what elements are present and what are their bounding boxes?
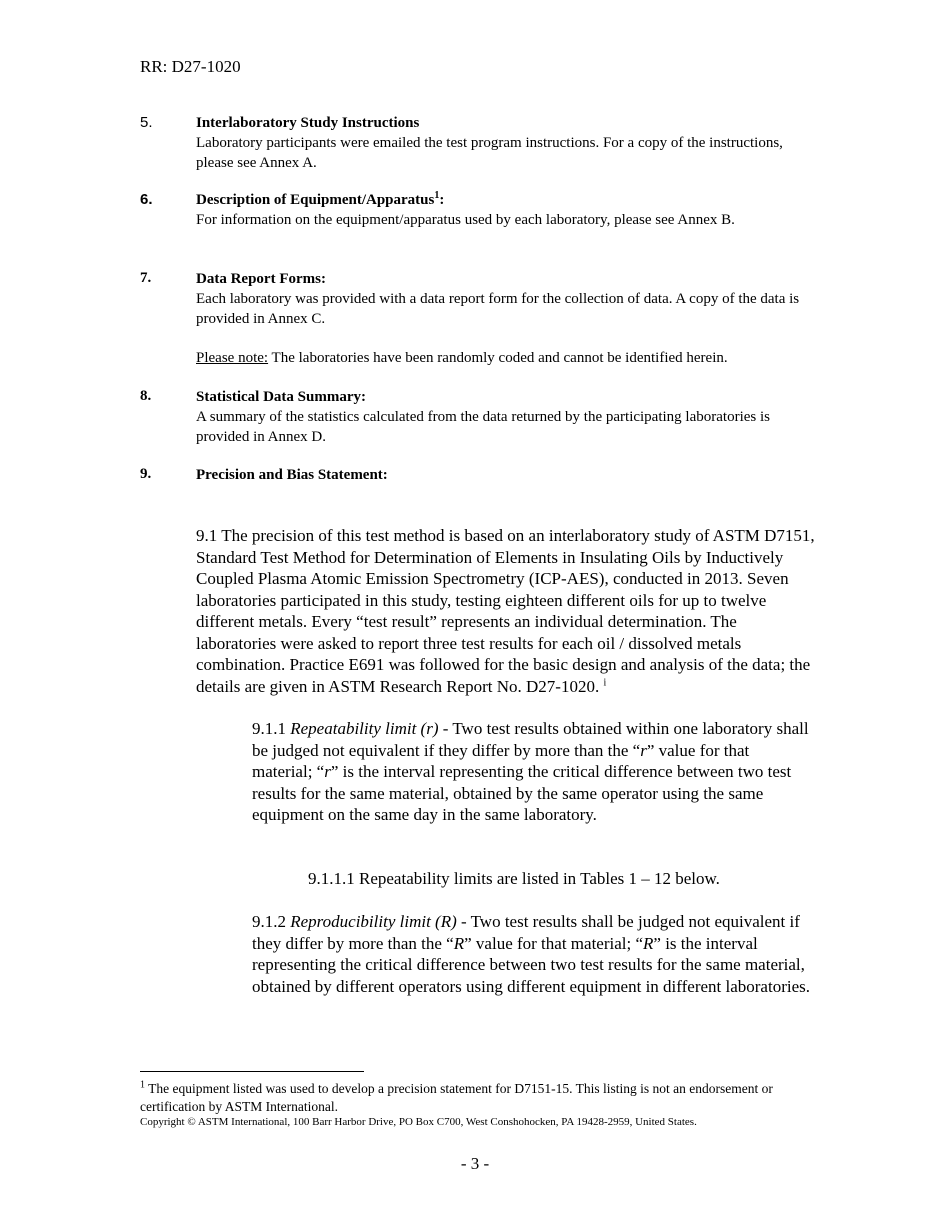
paragraph-9-1-1-1: 9.1.1.1 Repeatability limits are listed in Tables 1 – 12 below. bbox=[308, 869, 720, 888]
note-text: The laboratories have been randomly coded and cannot be identified herein. bbox=[268, 350, 728, 366]
p912-t2: ” value for that material; “ bbox=[464, 933, 644, 953]
repeatability-term: Repeatability limit (r) bbox=[290, 719, 439, 738]
p911-t2: ” value for that material; “ bbox=[252, 740, 750, 781]
section-5-number: 5. bbox=[140, 114, 153, 131]
section-9 bbox=[196, 465, 816, 485]
report-id-header: RR: D27-1020 bbox=[140, 57, 241, 76]
section-7-number: 7. bbox=[140, 270, 152, 286]
section-6-title-text: Description of Equipment/Apparatus bbox=[196, 192, 435, 208]
p912-t1: - Two test results shall be judged not equivalent if they differ by more than the “ bbox=[252, 912, 800, 953]
p911-t1: - Two test results obtained within one laboratory shall be judged not equivalent if they differ by more than the “ bbox=[252, 719, 809, 760]
p912-num: 9.1.2 bbox=[252, 912, 291, 931]
paragraph-9-1-2 bbox=[252, 911, 812, 997]
p912-var1: R bbox=[453, 933, 465, 953]
section-7-note bbox=[196, 348, 836, 368]
footnote bbox=[140, 1080, 800, 1116]
section-8-number: 8. bbox=[140, 388, 152, 404]
section-6-title bbox=[196, 190, 816, 210]
paragraph-9-1-1 bbox=[252, 718, 812, 826]
section-8 bbox=[196, 387, 816, 447]
note-label: Please note: bbox=[196, 350, 269, 366]
endnote-ref: i bbox=[603, 676, 607, 688]
section-8-title: Statistical Data Summary: bbox=[196, 389, 366, 405]
p911-t3: ” is the interval representing the critical difference between two test results for the same material, obtained by the same operator using the same equipment on the same day in the same laboratory. bbox=[252, 762, 792, 824]
section-7-title: Data Report Forms: bbox=[196, 271, 326, 287]
section-7 bbox=[196, 269, 816, 329]
section-5 bbox=[196, 113, 816, 173]
footnote-text: The equipment listed was used to develop a precision statement for D7151-15. This listing is not an endorsement or certification by ASTM International. bbox=[140, 1081, 773, 1114]
page-number: - 3 - bbox=[460, 1154, 490, 1173]
paragraph-9-1-text: 9.1 The precision of this test method is based on an interlaboratory study of ASTM D7151, Standard Test Method for Determination of Elements in Insulating Oils by Inductively Coupled Plasma Atomic Emission Spectrometry (ICP-AES), conducted in 2013. Seven laboratories participated in this study, testing eighteen different oils for up to twelve different metals. Every “test result” represents an individual determination. The laboratories were asked to report three test results for each oil / dissolved metals combination. Practice E691 was followed for the basic design and analysis of the data; the details are given in ASTM Research Report No. D27-1020. bbox=[196, 526, 815, 696]
section-9-title: Precision and Bias Statement: bbox=[196, 467, 388, 483]
section-8-body: A summary of the statistics calculated from the data returned by the participating laboratories is provided in Annex D. bbox=[196, 409, 770, 445]
p911-num: 9.1.1 bbox=[252, 719, 291, 738]
section-6-number: 6. bbox=[140, 191, 153, 208]
p911-var2: r bbox=[324, 762, 331, 781]
paragraph-9-1 bbox=[196, 525, 816, 697]
reproducibility-term: Reproducibility limit (R) bbox=[290, 912, 457, 931]
p912-t3: ” is the interval representing the critical difference between two test results for the same material, obtained by different operators using different equipment in different laboratories. bbox=[252, 933, 810, 996]
section-7-body: Each laboratory was provided with a data report form for the collection of data. A copy of the data is provided in Annex C. bbox=[196, 291, 800, 327]
copyright-notice: Copyright © ASTM International, 100 Barr Harbor Drive, PO Box C700, West Conshohocken, PA 19428-2959, United States. bbox=[140, 1116, 697, 1128]
section-9-number: 9. bbox=[140, 466, 152, 482]
section-6-body: For information on the equipment/apparatus used by each laboratory, please see Annex B. bbox=[196, 212, 735, 228]
footnote-mark: 1 bbox=[140, 1079, 145, 1091]
section-5-body: Laboratory participants were emailed the test program instructions. For a copy of the instructions, please see Annex A. bbox=[196, 135, 783, 171]
p911-var1: r bbox=[640, 740, 647, 760]
section-6 bbox=[196, 190, 816, 230]
section-6-title-suffix: : bbox=[439, 192, 445, 208]
footnote-ref: 1 bbox=[434, 190, 440, 201]
footnote-separator bbox=[140, 1071, 364, 1072]
section-5-title: Interlaboratory Study Instructions bbox=[196, 115, 420, 131]
p912-var2: R bbox=[643, 933, 654, 953]
